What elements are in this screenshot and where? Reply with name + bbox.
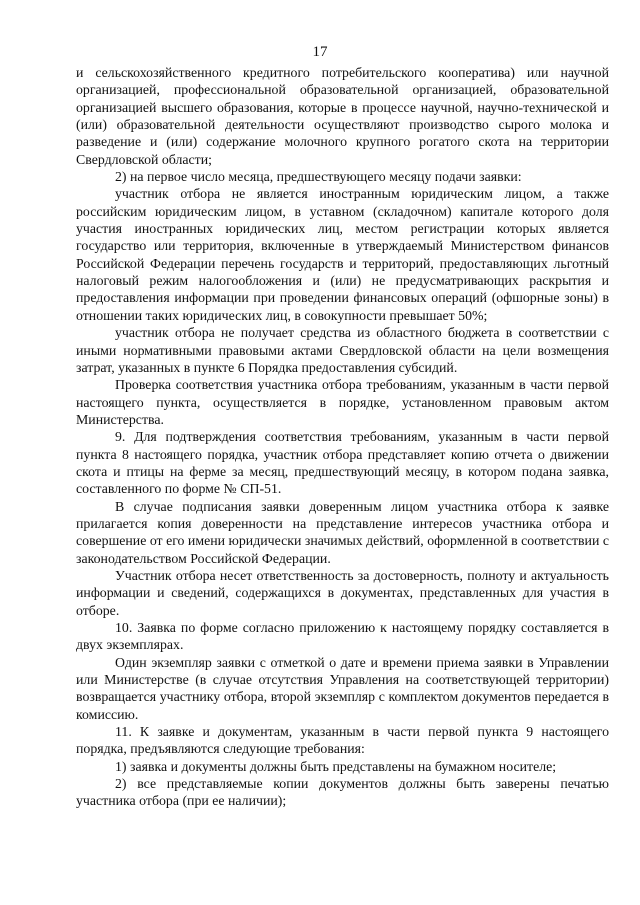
paragraph: участник отбора не получает средства из областного бюджета в соответствии с иными нормативными правовыми актами Свердловской области на цели возмещения затрат, указанных в пункте 6 Порядка предоставления субсидий. [76, 325, 609, 375]
paragraph: участник отбора не является иностранным юридическим лицом, а также российским юридическим лицом, в уставном (складочном) капитале которого доля участия иностранных юридических лиц, местом регистрации которых является государство или территория, включенные в утверждаемый Министерством финансов Российской Федерации перечень государств и территорий, предоставляющих льготный налоговый режим налогообложения и (или) не предусматривающих раскрытия и предоставления информации при проведении финансовых операций (офшорные зоны) в отношении таких юридических лиц, в совокупности превышает 50%; [76, 186, 609, 323]
paragraph: 2) на первое число месяца, предшествующего месяцу подачи заявки: [115, 169, 522, 185]
paragraph-clause-10: 10. Заявка по форме согласно приложению к настоящему порядку составляется в двух экземплярах. [76, 620, 609, 653]
paragraph-clause-11: 11. К заявке и документам, указанным в части первой пункта 9 настоящего порядка, предъявляются следующие требования: [76, 724, 609, 757]
paragraph: 1) заявка и документы должны быть представлены на бумажном носителе; [115, 758, 557, 774]
paragraph: Проверка соответствия участника отбора требованиям, указанным в части первой настоящего пункта, осуществляется в порядке, установленном правовым актом Министерства. [76, 377, 609, 427]
page-number: 17 [312, 44, 328, 60]
paragraph: Участник отбора несет ответственность за достоверность, полноту и актуальность информации и сведений, содержащихся в документах, представленных для участия в отборе. [76, 567, 609, 618]
paragraph-clause-9: 9. Для подтверждения соответствия требованиям, указанным в части первой пункта 8 настоящего порядка, участник отбора представляет копию отчета о движении скота и птицы на ферме за месяц, предшествующий месяцу, в котором подана заявка, составленного по форме № СП-51. [76, 429, 609, 497]
paragraph-continuation: и сельскохозяйственного кредитного потребительского кооператива) или научной организацией, профессиональной образовательной организацией, образовательной организацией высшего образования, которые в процессе научной, научно-технической и (или) образовательной деятельности осуществляют производство сырого молока и разведение и (или) содержание молочного крупного рогатого скота на территории Свердловской области; [76, 65, 609, 167]
paragraph: Один экземпляр заявки с отметкой о дате и времени приема заявки в Управлении или Министерстве (в случае отсутствия Управления на соответствующей территории) возвращается участнику отбора, второй экземпляр с комплектом документов передается в комиссию. [76, 654, 609, 722]
paragraph: В случае подписания заявки доверенным лицом участника отбора к заявке прилагается копия доверенности на представление интересов участника отбора и совершение от его имени юридически значимых действий, оформленной в соответствии с законодательством Российской Федерации. [76, 498, 609, 566]
document-body [76, 64, 609, 810]
paragraph: 2) все представляемые копии документов должны быть заверены печатью участника отбора (при ее наличии); [76, 776, 609, 809]
